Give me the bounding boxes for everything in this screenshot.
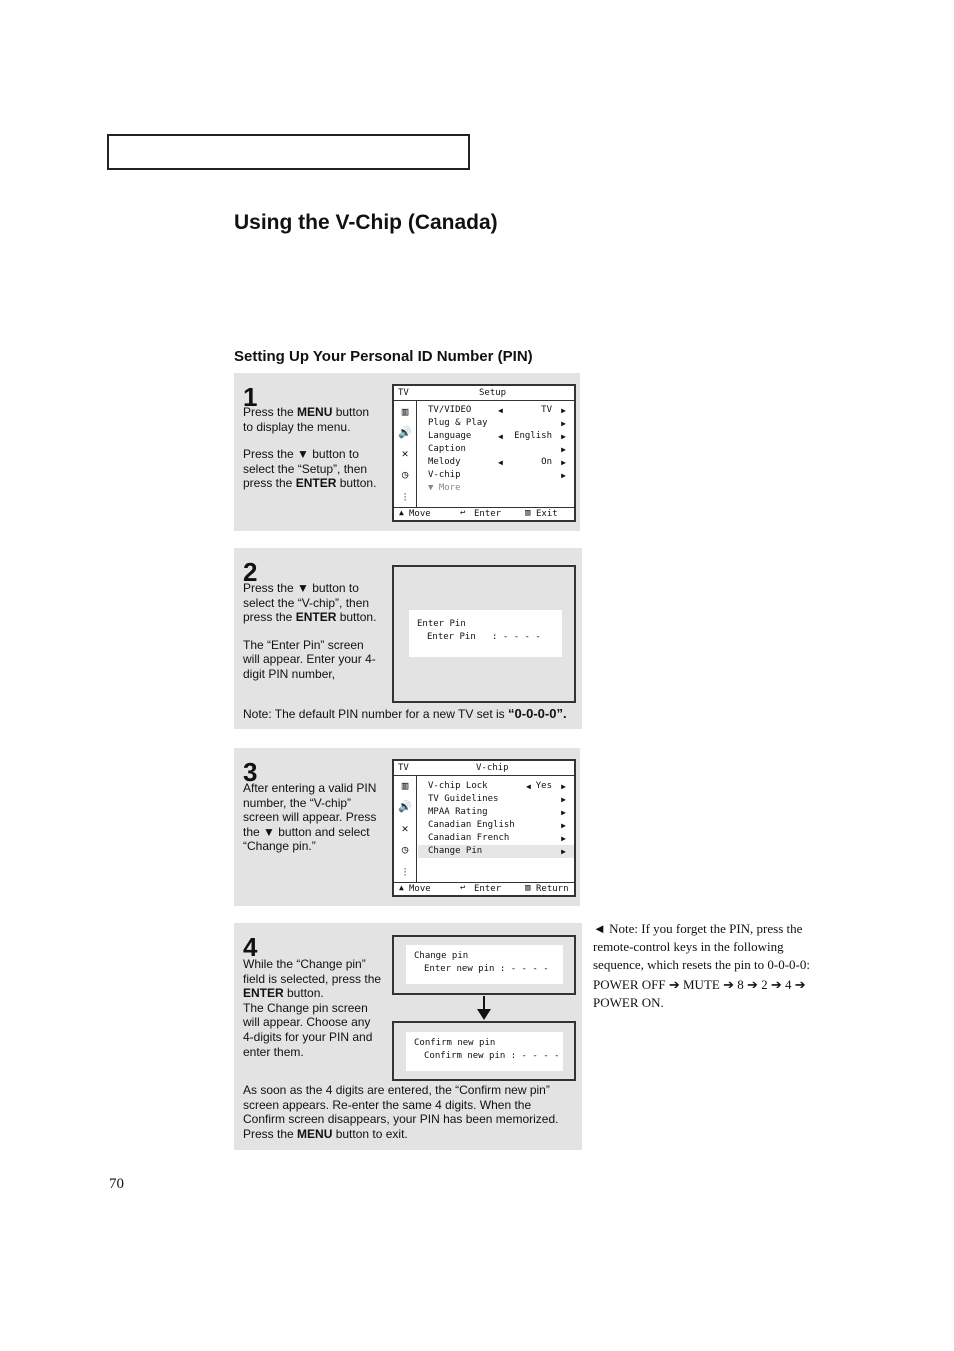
osd-menu-item[interactable] — [418, 845, 574, 858]
osd-item-label: Change Pin — [428, 846, 483, 856]
arrow-right-icon: ▶ — [561, 471, 566, 480]
setup-icon: ⫶ — [403, 491, 407, 504]
exit-icon: ▥ — [525, 508, 531, 518]
osd-menu-item[interactable] — [418, 806, 574, 819]
arrow-right-icon: ▶ — [561, 406, 566, 415]
osd-menu-item[interactable] — [418, 443, 574, 456]
arrow-right-icon: ▶ — [561, 458, 566, 467]
page-title: Using the V-Chip (Canada) — [234, 211, 498, 234]
osd-item-label: TV Guidelines — [428, 794, 499, 804]
osd-item-label: Canadian English — [428, 820, 515, 830]
osd-header — [394, 761, 574, 776]
arrow-right-icon: ▶ — [561, 808, 566, 817]
osd-footer — [394, 882, 574, 895]
return-icon: ▥ — [525, 883, 531, 893]
osd-header — [394, 386, 574, 401]
move-icon: ▲ — [399, 883, 404, 892]
arrow-left-icon: ◀ — [498, 432, 503, 441]
osd-footer — [394, 507, 574, 520]
osd-item-label: Language — [428, 431, 472, 441]
osd-item-label: MPAA Rating — [428, 807, 488, 817]
arrow-right-icon: ▶ — [561, 821, 566, 830]
arrow-right-icon: ▶ — [561, 445, 566, 454]
sound-icon: 🔊 — [398, 800, 412, 813]
arrow-left-icon: ◀ — [498, 406, 503, 415]
step1-panel — [234, 373, 580, 531]
step4-text — [243, 957, 383, 1059]
section-subtitle: Setting Up Your Personal ID Number (PIN) — [234, 348, 533, 365]
osd-icon-column — [394, 400, 417, 508]
change-pin-line2: Enter new pin : - - - - — [424, 964, 549, 974]
osd-menu-item[interactable] — [418, 819, 574, 832]
step2-text-2: The “Enter Pin” screen will appear. Enter your 4-digit PIN number, — [243, 637, 376, 681]
change-pin-line1: Change pin — [414, 951, 469, 961]
osd-item-label: TV/VIDEO — [428, 405, 472, 415]
arrow-right-icon: ▶ — [561, 847, 566, 856]
enter-pin-box — [409, 610, 562, 657]
arrow-right-icon: ▶ — [561, 432, 566, 441]
osd-foot-move: Move — [409, 509, 431, 519]
step4-text-2: The Change pin screen will appear. Choose any 4-digits for your PIN and enter them. — [243, 1000, 373, 1059]
confirm-pin-screen — [392, 1021, 576, 1081]
side-note-text: ◄ Note: If you forget the PIN, press the remote-control keys in the following sequence, which resets the pin to 0-0-0-0: — [593, 921, 810, 972]
step4-confirm-text: As soon as the 4 digits are entered, the “Confirm new pin” screen appears. Re-enter the same 4 digits. When the Confirm screen disappears, your PIN has been memorized. — [243, 1083, 559, 1127]
picture-icon: ▥ — [401, 405, 409, 418]
move-icon: ▲ — [399, 508, 404, 517]
clock-icon: ◷ — [401, 843, 409, 856]
side-note-sequence: POWER OFF ➔ MUTE ➔ 8 ➔ 2 ➔ 4 ➔ POWER ON. — [593, 977, 806, 1010]
change-pin-box — [406, 945, 563, 984]
arrow-left-icon: ◀ — [498, 458, 503, 467]
step3-text: After entering a valid PIN number, the “V-chip” screen will appear. Press the ▼ button and select “Change pin.” — [243, 781, 377, 854]
osd-foot-exit: Exit — [536, 509, 558, 519]
osd-foot-enter: Enter — [474, 884, 502, 894]
header-box — [107, 134, 470, 170]
arrow-right-icon: ▶ — [561, 782, 566, 791]
osd-item-value: On — [541, 457, 552, 467]
step4-text-3 — [243, 1083, 573, 1141]
osd-foot-move: Move — [409, 884, 431, 894]
osd-icon-column — [394, 775, 417, 883]
picture-icon: ▥ — [401, 779, 409, 792]
osd-menu-item[interactable] — [418, 404, 574, 417]
change-pin-screen — [392, 935, 576, 995]
osd-title: Setup — [479, 388, 507, 398]
step1-number: 1 — [243, 382, 258, 412]
osd-menu-item[interactable] — [418, 469, 574, 482]
default-pin-note: Note: The default PIN number for a new TV set is “0-0-0-0”. — [243, 706, 567, 721]
osd-item-label: V-chip Lock — [428, 781, 488, 791]
osd-menu-item[interactable] — [418, 430, 574, 443]
confirm-pin-line1: Confirm new pin — [414, 1038, 496, 1048]
osd-item-label: Melody — [428, 457, 461, 467]
enter-pin-line1: Enter Pin — [417, 619, 466, 629]
arrow-right-icon: ▶ — [561, 795, 566, 804]
step3-number: 3 — [243, 757, 258, 787]
osd-item-value: TV — [541, 405, 552, 415]
arrow-right-icon: ▶ — [561, 834, 566, 843]
osd-title: V-chip — [476, 763, 509, 773]
osd-item-label: V-chip — [428, 470, 461, 480]
step4-panel — [234, 923, 582, 1150]
osd-tv-label: TV — [398, 763, 409, 773]
arrow-right-icon: ▶ — [561, 419, 566, 428]
osd-foot-return: Return — [536, 884, 569, 894]
osd-menu-item[interactable] — [418, 780, 574, 793]
enter-icon: ↩ — [460, 883, 466, 893]
osd-tv-label: TV — [398, 388, 409, 398]
step2-text — [243, 581, 381, 682]
setup-osd — [392, 384, 576, 522]
step1-text — [243, 405, 381, 491]
side-note — [593, 920, 817, 1012]
osd-menu-item[interactable] — [418, 456, 574, 469]
setup-icon: ⫶ — [403, 866, 407, 879]
osd-item-label: Canadian French — [428, 833, 510, 843]
step4-number: 4 — [243, 932, 258, 962]
step3-panel — [234, 748, 580, 906]
osd-menu-item[interactable] — [418, 832, 574, 845]
confirm-pin-box — [406, 1032, 563, 1071]
vchip-osd — [392, 759, 576, 897]
osd-item-value: English — [514, 431, 552, 441]
step2-text-1: Press the ▼ button to select the “V-chip”, then press the ENTER button. — [243, 581, 377, 625]
step4-exit-text: Press the MENU button to exit. — [243, 1126, 408, 1141]
step1-text-1: Press the MENU button to display the menu. — [243, 405, 370, 434]
enter-icon: ↩ — [460, 508, 466, 518]
down-arrow-icon — [477, 996, 491, 1020]
enter-pin-screen — [392, 565, 576, 703]
osd-foot-enter: Enter — [474, 509, 502, 519]
osd-item-label: Plug & Play — [428, 418, 488, 428]
step2-panel — [234, 548, 582, 729]
sound-icon: 🔊 — [398, 426, 412, 439]
osd-more: ▼ More — [428, 483, 461, 493]
page-number: 70 — [109, 1176, 124, 1192]
osd-item-label: Caption — [428, 444, 466, 454]
channel-icon: ✕ — [401, 447, 409, 460]
enter-pin-line2: Enter Pin : - - - - — [427, 632, 541, 642]
osd-menu-item[interactable] — [418, 417, 574, 430]
clock-icon: ◷ — [401, 468, 409, 481]
step4-text-1: While the “Change pin” field is selected, press the ENTER button. — [243, 957, 382, 1001]
osd-menu-item[interactable] — [418, 793, 574, 806]
confirm-pin-line2: Confirm new pin : - - - - — [424, 1051, 560, 1061]
step2-number: 2 — [243, 557, 258, 587]
osd-item-value: Yes — [535, 781, 552, 791]
arrow-left-icon: ◀ — [526, 782, 531, 791]
step1-text-2: Press the ▼ button to select the “Setup”, then press the ENTER button. — [243, 447, 377, 491]
channel-icon: ✕ — [401, 822, 409, 835]
